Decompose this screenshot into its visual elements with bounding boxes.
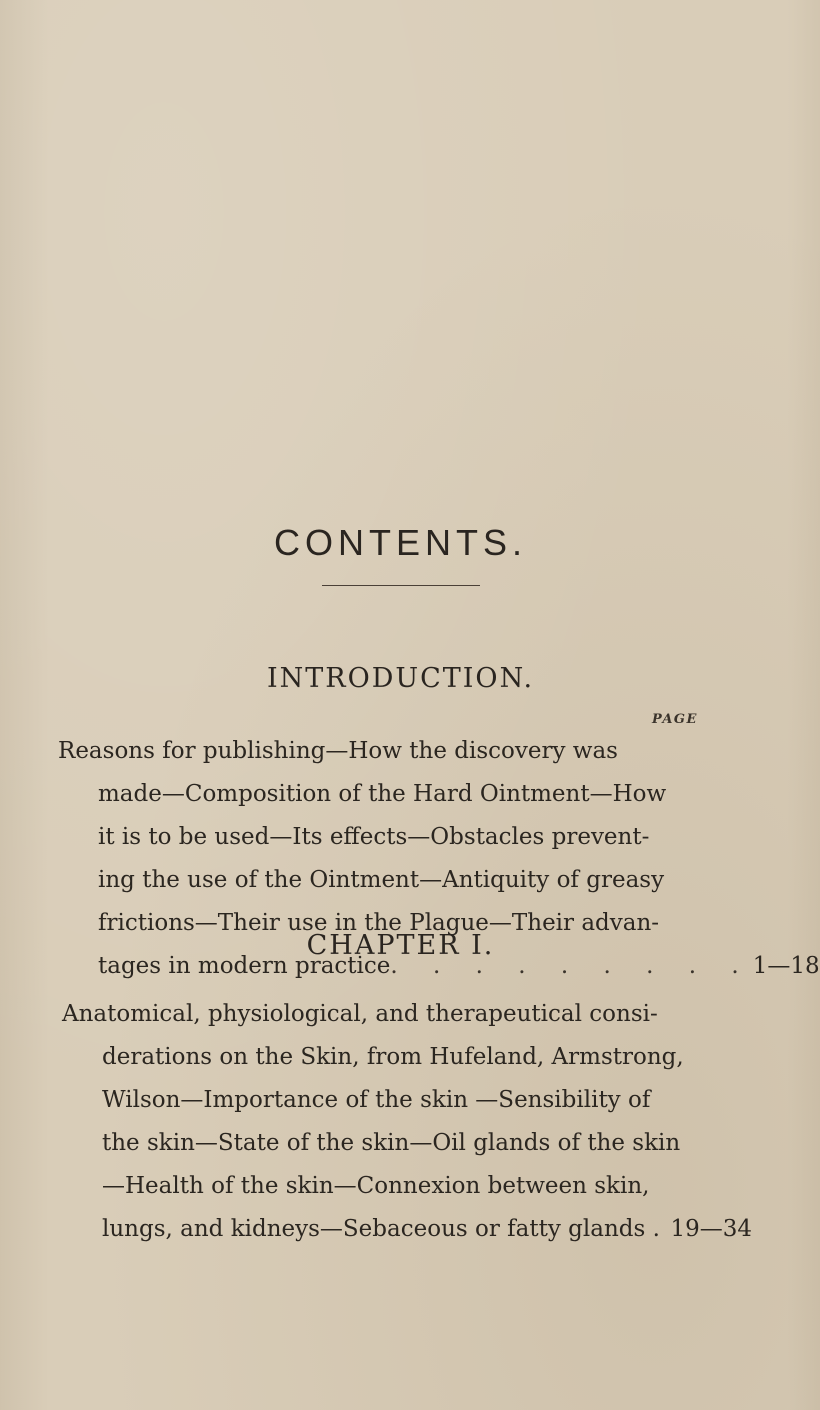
introduction-line: made—Composition of the Hard Ointment—How [98,781,667,807]
chapter-1-line: —Health of the skin—Connexion between skin, [102,1173,650,1199]
dot-leader: . . . . . . . . . [390,953,753,979]
chapter-1-page-range: 19—34 [670,1216,752,1242]
introduction-line: tages in modern practice [98,953,391,979]
introduction-line: frictions—Their use in the Plague—Their advan- [98,910,660,936]
chapter-1-line: derations on the Skin, from Hufeland, Armstrong, [102,1044,684,1070]
introduction-page-range: 1—18 [752,953,820,979]
introduction-line: it is to be used—Its effects—Obstacles prevent- [98,824,650,850]
chapter-1-line: the skin—State of the skin—Oil glands of the skin [102,1130,681,1156]
chapter-1-heading: CHAPTER I. [306,930,495,961]
page-title: CONTENTS. [273,522,527,563]
chapter-1-entry [62,993,752,1251]
introduction-line: Reasons for publishing—How the discovery was [58,738,618,764]
chapter-1-line: lungs, and kidneys—Sebaceous or fatty glands . [102,1216,660,1242]
page-column-label: PAGE [652,712,698,727]
chapter-1-last-line [62,1208,752,1251]
chapter-1-line: Anatomical, physiological, and therapeutical consi- [62,1001,658,1027]
introduction-heading: INTRODUCTION. [266,663,535,694]
chapter-1-line: Wilson—Importance of the skin —Sensibility of [102,1087,651,1113]
introduction-line: ing the use of the Ointment—Antiquity of greasy [98,867,665,893]
title-rule [322,585,480,586]
